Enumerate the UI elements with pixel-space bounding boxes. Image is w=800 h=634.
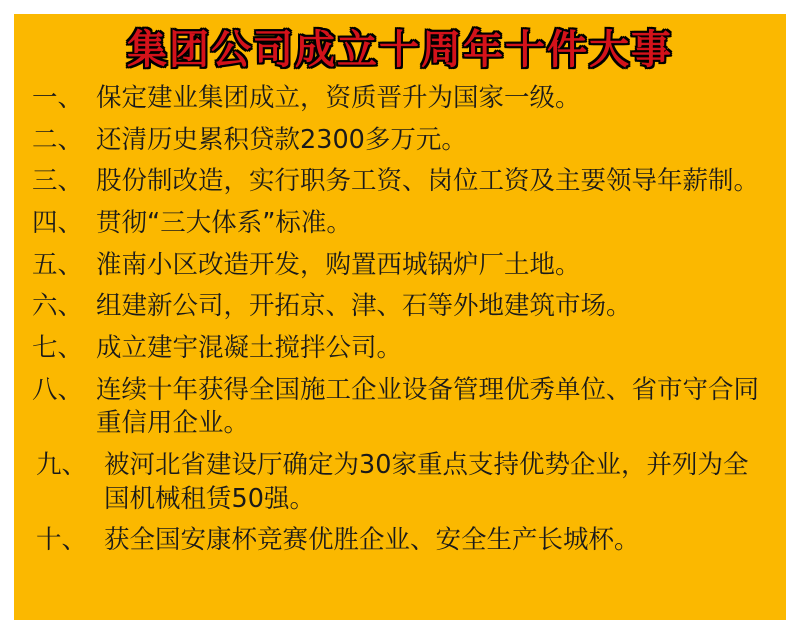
- list-item-number: 二、: [32, 124, 84, 155]
- list-item: [32, 449, 768, 516]
- list-item-number: 八、: [32, 374, 84, 405]
- list-item: [32, 290, 768, 324]
- list-item-number: 四、: [32, 207, 84, 238]
- list-item: [32, 82, 768, 116]
- list-item-number: 一、: [32, 83, 84, 113]
- poster-item-list: [14, 78, 786, 558]
- list-item-text: 连续十年获得全国施工企业设备管理优秀单位、省市守合同重信用企业。: [96, 374, 760, 439]
- list-item-text: 贯彻“三大体系”标准。: [96, 207, 352, 238]
- list-item-number: 七、: [32, 332, 84, 363]
- list-item-text: 组建新公司，开拓京、津、石等外地建筑市场。: [96, 291, 632, 322]
- list-item: [32, 332, 768, 366]
- list-item: [32, 165, 768, 199]
- list-item-number: 九、: [36, 449, 88, 480]
- list-item-text: 股份制改造，实行职务工资、岗位工资及主要领导年薪制。: [96, 166, 760, 197]
- list-item-text: 获全国安康杯竞赛优胜企业、安全生产长城杯。: [104, 525, 640, 556]
- list-item-number: 六、: [32, 291, 84, 322]
- list-item: [32, 524, 768, 558]
- list-item: [32, 124, 768, 158]
- list-item-number: 十、: [36, 525, 88, 556]
- list-item: [32, 374, 768, 441]
- list-item-text: 成立建宇混凝土搅拌公司。: [96, 332, 403, 363]
- poster-panel: [14, 14, 786, 620]
- list-item-number: 三、: [32, 166, 84, 197]
- poster-title: 集团公司成立十周年十件大事: [127, 27, 673, 73]
- list-item-text: 淮南小区改造开发，购置西城锅炉厂土地。: [96, 249, 581, 280]
- list-item-text: 保定建业集团成立，资质晋升为国家一级。: [96, 83, 581, 113]
- list-item: [32, 207, 768, 241]
- list-item-text: 被河北省建设厅确定为30家重点支持优势企业，并列为全国机械租赁50强。: [104, 449, 749, 514]
- list-item-number: 五、: [32, 249, 84, 280]
- list-item: [32, 249, 768, 283]
- list-item-text: 还清历史累积贷款2300多万元。: [96, 124, 467, 155]
